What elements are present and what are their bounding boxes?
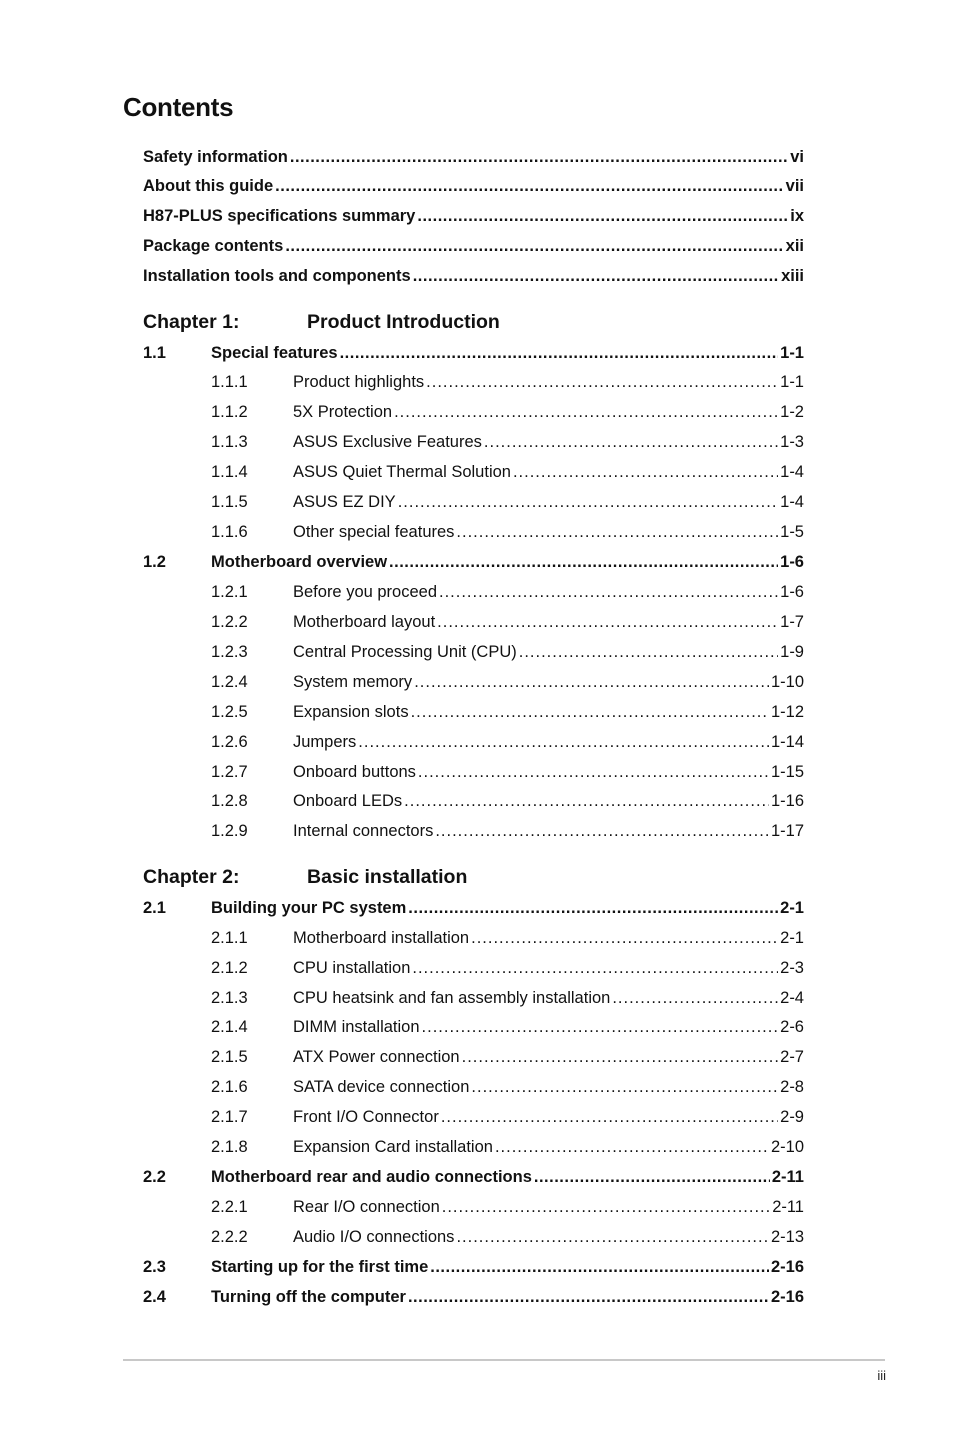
dot-leader: [612, 987, 778, 1009]
toc-section[interactable]: [143, 1256, 804, 1278]
toc-subsection[interactable]: [143, 987, 804, 1009]
subsection-number: 2.1.5: [211, 1048, 248, 1066]
subsection-page: 2-10: [770, 1138, 804, 1156]
subsection-number: 2.1.2: [211, 959, 248, 977]
dot-leader: [441, 1106, 778, 1128]
toc-subsection[interactable]: [143, 491, 804, 513]
dot-leader: [437, 611, 778, 633]
subsection-number: 2.1.4: [211, 1018, 248, 1036]
subsection-title: Expansion slots: [293, 703, 409, 721]
subsection-title: Rear I/O connection: [293, 1198, 440, 1216]
dot-leader: [340, 342, 779, 364]
dot-leader: [456, 521, 778, 543]
subsection-page: 1-14: [770, 733, 804, 751]
toc-entry-safety-information[interactable]: [143, 146, 804, 168]
subsection-page: 1-9: [780, 643, 804, 661]
toc-subsection[interactable]: [143, 820, 804, 842]
dot-leader: [442, 1196, 770, 1218]
section-number: 2.1: [143, 899, 166, 917]
toc-subsection[interactable]: [143, 790, 804, 812]
subsection-title: Central Processing Unit (CPU): [293, 643, 517, 661]
toc-entry-page: xii: [785, 237, 804, 255]
toc-subsection[interactable]: [143, 671, 804, 693]
section-page: 2-16: [770, 1288, 804, 1306]
subsection-number: 1.1.4: [211, 463, 248, 481]
section-page: 2-1: [780, 899, 804, 917]
subsection-title: Internal connectors: [293, 822, 434, 840]
toc-entry-page: vii: [785, 177, 804, 195]
subsection-title: CPU heatsink and fan assembly installation: [293, 989, 611, 1007]
subsection-number: 1.2.6: [211, 733, 248, 751]
subsection-page: 2-6: [780, 1018, 804, 1036]
toc-subsection[interactable]: [143, 641, 804, 663]
subsection-page: 2-7: [780, 1048, 804, 1066]
subsection-page: 1-5: [780, 523, 804, 541]
subsection-page: 1-6: [780, 583, 804, 601]
subsection-title: ASUS EZ DIY: [293, 493, 396, 511]
toc-subsection[interactable]: [143, 581, 804, 603]
chapter-heading[interactable]: [143, 309, 500, 335]
subsection-page: 1-1: [780, 373, 804, 391]
subsection-number: 2.1.6: [211, 1078, 248, 1096]
toc-subsection[interactable]: [143, 431, 804, 453]
dot-leader: [404, 790, 769, 812]
subsection-title: System memory: [293, 673, 413, 691]
toc-subsection[interactable]: [143, 461, 804, 483]
toc-entry-package-contents[interactable]: [143, 235, 804, 257]
subsection-page: 2-3: [780, 959, 804, 977]
section-page: 2-16: [770, 1258, 804, 1276]
dot-leader: [414, 671, 769, 693]
dot-leader: [275, 175, 783, 197]
subsection-number: 1.1.1: [211, 373, 248, 391]
section-number: 1.2: [143, 553, 166, 571]
dot-leader: [285, 235, 783, 257]
dot-leader: [426, 371, 778, 393]
toc-subsection[interactable]: [143, 521, 804, 543]
toc-section[interactable]: [143, 1286, 804, 1308]
subsection-number: 1.2.5: [211, 703, 248, 721]
subsection-page: 2-4: [780, 989, 804, 1007]
subsection-title: Before you proceed: [293, 583, 438, 601]
subsection-page: 1-16: [770, 792, 804, 810]
toc-section[interactable]: [143, 342, 804, 364]
dot-leader: [408, 897, 778, 919]
dot-leader: [435, 820, 769, 842]
toc-entry-title: H87-PLUS specifications summary: [143, 207, 416, 225]
subsection-title: ASUS Quiet Thermal Solution: [293, 463, 511, 481]
subsection-number: 2.2.1: [211, 1198, 248, 1216]
subsection-number: 2.2.2: [211, 1228, 248, 1246]
subsection-page: 1-3: [780, 433, 804, 451]
dot-leader: [462, 1046, 779, 1068]
toc-entry-page: vi: [790, 148, 804, 166]
subsection-title: Other special features: [293, 523, 455, 541]
dot-leader: [358, 731, 769, 753]
subsection-page: 1-12: [770, 703, 804, 721]
dot-leader: [389, 551, 778, 573]
chapter-label: Chapter 2:: [143, 866, 240, 888]
toc-entry-installation-tools[interactable]: [143, 265, 804, 287]
toc-subsection[interactable]: [143, 731, 804, 753]
section-title: Motherboard overview: [211, 553, 388, 571]
dot-leader: [471, 1076, 778, 1098]
section-page: 1-6: [780, 553, 804, 571]
section-title: Special features: [211, 344, 338, 362]
subsection-page: 1-15: [770, 763, 804, 781]
dot-leader: [439, 581, 778, 603]
subsection-number: 1.1.5: [211, 493, 248, 511]
subsection-title: Front I/O Connector: [293, 1108, 439, 1126]
chapter-heading[interactable]: [143, 864, 467, 890]
section-number: 2.2: [143, 1168, 166, 1186]
toc-entry-specifications-summary[interactable]: [143, 205, 804, 227]
subsection-number: 1.2.9: [211, 822, 248, 840]
toc-subsection[interactable]: [143, 1226, 804, 1248]
section-number: 1.1: [143, 344, 166, 362]
toc-subsection[interactable]: [143, 1136, 804, 1158]
dot-leader: [398, 491, 778, 513]
subsection-title: Expansion Card installation: [293, 1138, 493, 1156]
dot-leader: [422, 1016, 779, 1038]
toc-subsection[interactable]: [143, 1196, 804, 1218]
subsection-number: 2.1.8: [211, 1138, 248, 1156]
toc-subsection[interactable]: [143, 611, 804, 633]
dot-leader: [430, 1256, 769, 1278]
dot-leader: [484, 431, 778, 453]
subsection-number: 1.1.6: [211, 523, 248, 541]
toc-subsection[interactable]: [143, 401, 804, 423]
toc-entry-title: Package contents: [143, 237, 284, 255]
section-number: 2.4: [143, 1288, 166, 1306]
subsection-title: Jumpers: [293, 733, 357, 751]
toc-subsection[interactable]: [143, 1106, 804, 1128]
section-page: 2-11: [771, 1168, 804, 1186]
toc-entry-title: Installation tools and components: [143, 267, 411, 285]
section-number: 2.3: [143, 1258, 166, 1276]
subsection-page: 2-11: [772, 1198, 804, 1216]
toc-subsection[interactable]: [143, 957, 804, 979]
dot-leader: [471, 927, 778, 949]
subsection-page: 1-2: [780, 403, 804, 421]
page-title: Contents: [123, 92, 234, 122]
toc-subsection[interactable]: [143, 761, 804, 783]
dot-leader: [456, 1226, 769, 1248]
toc-entry-page: ix: [790, 207, 804, 225]
subsection-page: 1-10: [770, 673, 804, 691]
subsection-title: Audio I/O connections: [293, 1228, 455, 1246]
subsection-title: DIMM installation: [293, 1018, 420, 1036]
chapter-title: Basic installation: [307, 866, 468, 888]
dot-leader: [290, 146, 788, 168]
subsection-number: 2.1.3: [211, 989, 248, 1007]
subsection-page: 1-4: [780, 463, 804, 481]
subsection-number: 2.1.7: [211, 1108, 248, 1126]
subsection-title: Onboard buttons: [293, 763, 416, 781]
section-title: Turning off the computer: [211, 1288, 406, 1306]
subsection-number: 1.1.2: [211, 403, 248, 421]
subsection-title: 5X Protection: [293, 403, 393, 421]
dot-leader: [534, 1166, 770, 1188]
dot-leader: [513, 461, 778, 483]
subsection-page: 2-1: [780, 929, 804, 947]
toc-entry-title: About this guide: [143, 177, 274, 195]
toc-subsection[interactable]: [143, 371, 804, 393]
toc-entry-page: xiii: [781, 267, 804, 285]
toc-subsection[interactable]: [143, 927, 804, 949]
section-page: 1-1: [780, 344, 804, 362]
chapter-title: Product Introduction: [307, 311, 500, 333]
dot-leader: [408, 1286, 769, 1308]
toc-section[interactable]: [143, 551, 804, 573]
toc-section[interactable]: [143, 897, 804, 919]
subsection-page: 1-7: [780, 613, 804, 631]
page-number: iii: [877, 1368, 886, 1383]
subsection-title: Motherboard layout: [293, 613, 436, 631]
dot-leader: [519, 641, 778, 663]
subsection-number: 2.1.1: [211, 929, 248, 947]
subsection-number: 1.2.3: [211, 643, 248, 661]
section-title: Building your PC system: [211, 899, 407, 917]
subsection-title: ATX Power connection: [293, 1048, 460, 1066]
dot-leader: [411, 701, 769, 723]
toc-subsection[interactable]: [143, 1046, 804, 1068]
dot-leader: [394, 401, 778, 423]
subsection-title: ASUS Exclusive Features: [293, 433, 482, 451]
toc-subsection[interactable]: [143, 1016, 804, 1038]
toc-entry-title: Safety information: [143, 148, 288, 166]
subsection-number: 1.2.7: [211, 763, 248, 781]
subsection-number: 1.2.4: [211, 673, 248, 691]
subsection-title: Motherboard installation: [293, 929, 470, 947]
dot-leader: [495, 1136, 769, 1158]
subsection-title: Product highlights: [293, 373, 425, 391]
subsection-number: 1.2.1: [211, 583, 248, 601]
subsection-page: 2-13: [770, 1228, 804, 1246]
toc-entry-about-this-guide[interactable]: [143, 175, 804, 197]
dot-leader: [418, 761, 769, 783]
subsection-page: 1-17: [770, 822, 804, 840]
toc-subsection[interactable]: [143, 1076, 804, 1098]
dot-leader: [413, 265, 779, 287]
subsection-page: 2-9: [780, 1108, 804, 1126]
subsection-number: 1.1.3: [211, 433, 248, 451]
subsection-title: SATA device connection: [293, 1078, 470, 1096]
section-title: Starting up for the first time: [211, 1258, 429, 1276]
footer-divider: [123, 1359, 885, 1361]
dot-leader: [412, 957, 778, 979]
subsection-number: 1.2.2: [211, 613, 248, 631]
subsection-page: 1-4: [780, 493, 804, 511]
toc-section[interactable]: [143, 1166, 804, 1188]
toc-subsection[interactable]: [143, 701, 804, 723]
dot-leader: [417, 205, 788, 227]
subsection-title: Onboard LEDs: [293, 792, 403, 810]
subsection-page: 2-8: [780, 1078, 804, 1096]
chapter-label: Chapter 1:: [143, 311, 240, 333]
subsection-title: CPU installation: [293, 959, 411, 977]
section-title: Motherboard rear and audio connections: [211, 1168, 532, 1186]
subsection-number: 1.2.8: [211, 792, 248, 810]
